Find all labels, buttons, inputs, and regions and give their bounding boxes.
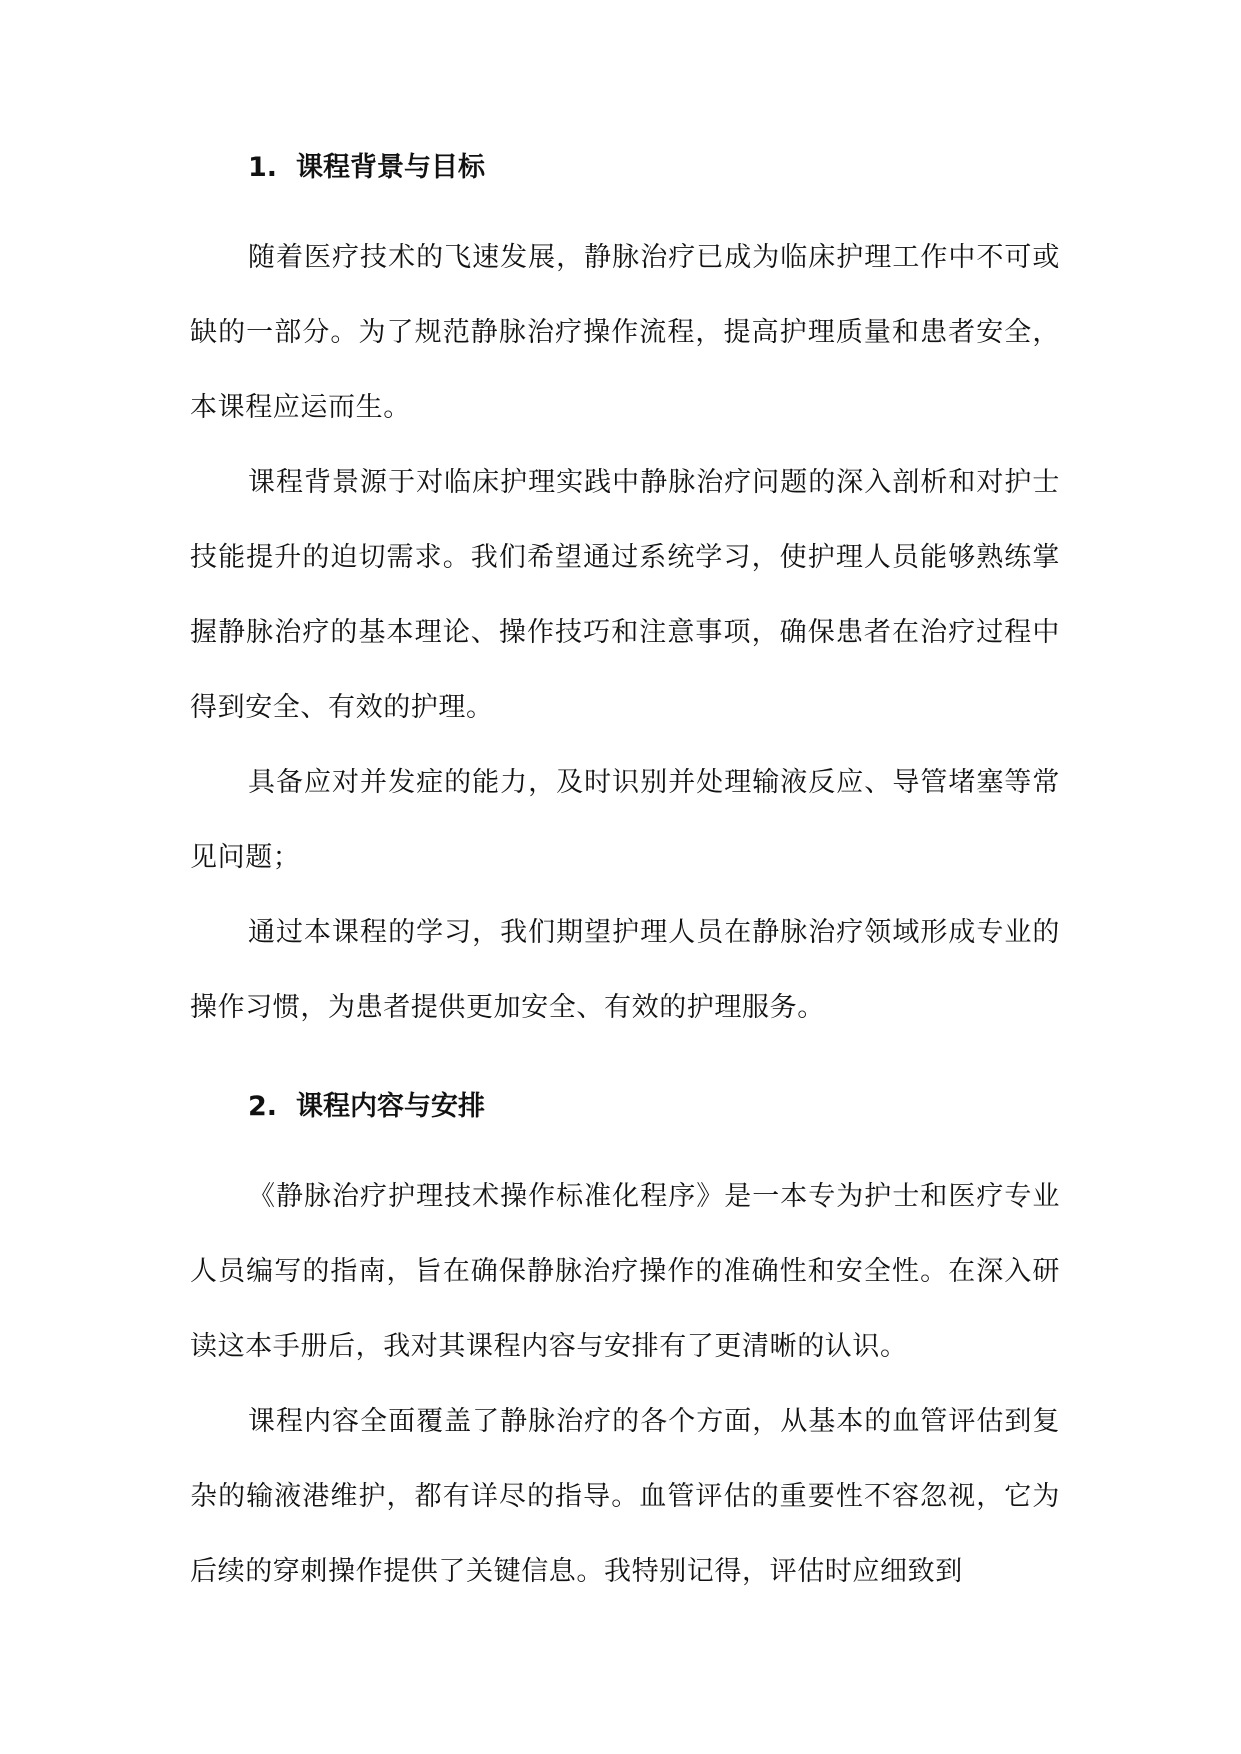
document-body: [190, 148, 1060, 1609]
section-2-number: 2.: [248, 1091, 278, 1122]
section-1-heading: [190, 148, 1060, 188]
section-spacer: [190, 1045, 1060, 1087]
paragraph: 课程内容全面覆盖了静脉治疗的各个方面，从基本的血管评估到复杂的输液港维护，都有详尽的指导。血管评估的重要性不容忽视，它为后续的穿刺操作提供了关键信息。我特别记得，评估时应细致到: [190, 1406, 1060, 1587]
paragraph: 随着医疗技术的飞速发展，静脉治疗已成为临床护理工作中不可或缺的一部分。为了规范静脉治疗操作流程，提高护理质量和患者安全，本课程应运而生。: [190, 242, 1060, 423]
section-1-title: 课程背景与目标: [296, 152, 485, 183]
paragraph: 具备应对并发症的能力，及时识别并处理输液反应、导管堵塞等常见问题；: [190, 767, 1060, 873]
paragraph: 课程背景源于对临床护理实践中静脉治疗问题的深入剖析和对护士技能提升的迫切需求。我们希望通过系统学习，使护理人员能够熟练掌握静脉治疗的基本理论、操作技巧和注意事项，确保患者在治疗过程中得到安全、有效的护理。: [190, 467, 1060, 723]
paragraph: 《静脉治疗护理技术操作标准化程序》是一本专为护士和医疗专业人员编写的指南，旨在确保静脉治疗操作的准确性和安全性。在深入研读这本手册后，我对其课程内容与安排有了更清晰的认识。: [190, 1181, 1060, 1362]
section-2-title: 课程内容与安排: [296, 1091, 485, 1122]
paragraph: 通过本课程的学习，我们期望护理人员在静脉治疗领域形成专业的操作习惯，为患者提供更加安全、有效的护理服务。: [190, 917, 1060, 1023]
section-2-heading: [190, 1087, 1060, 1127]
section-1-number: 1.: [248, 152, 278, 183]
